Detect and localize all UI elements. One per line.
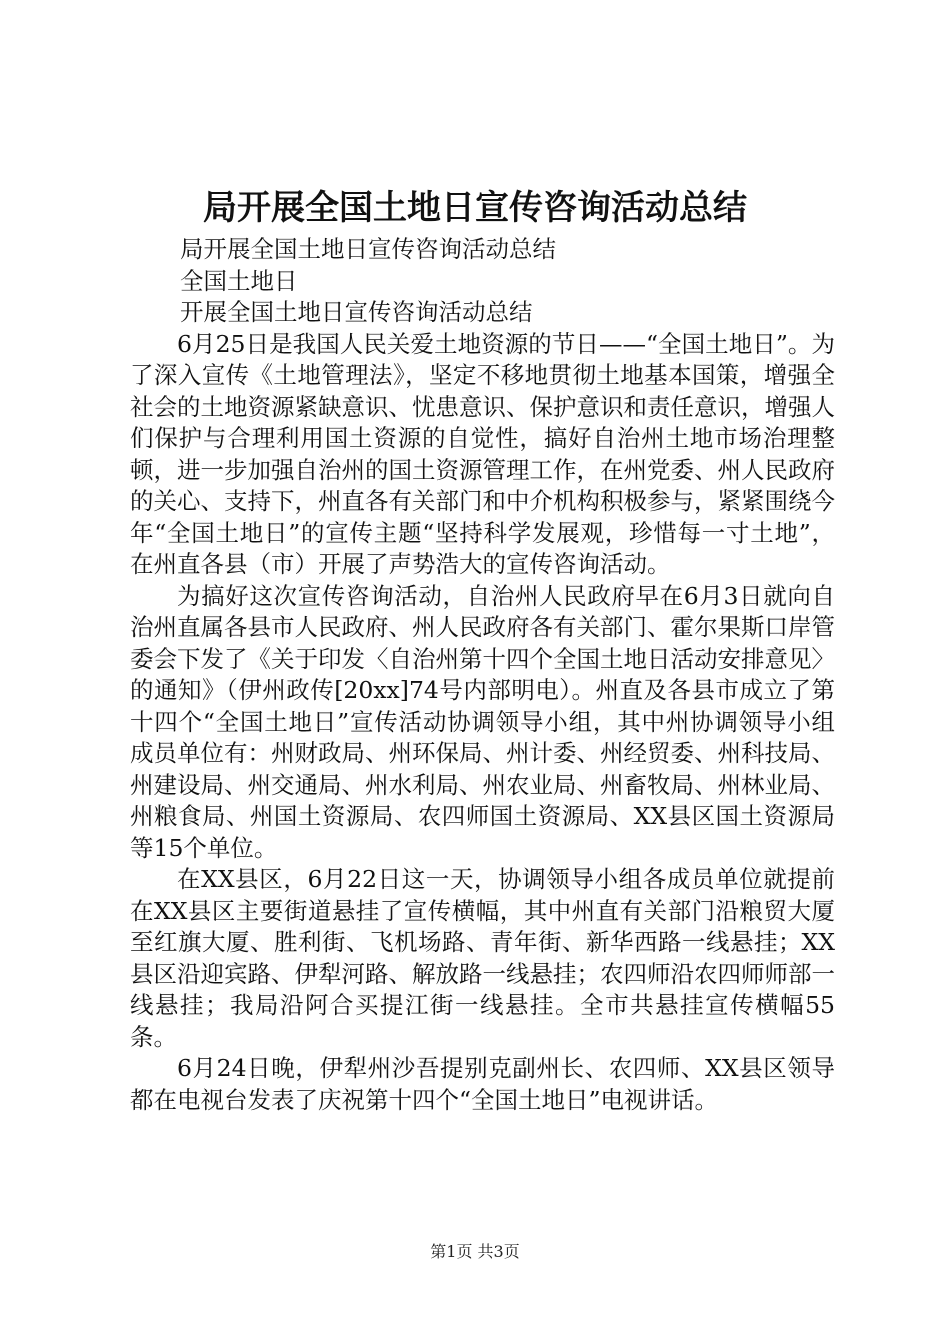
- body-paragraph: 6月25日是我国人民关爱土地资源的节日——“全国土地日”。为了深入宣传《土地管理法》，坚定不移地贯彻土地基本国策，增强全社会的土地资源紧缺意识、忧患意识、保护意识和责任意识，增强人们保护与合理利用国土资源的自觉性，搞好自治州土地市场治理整顿，进一步加强自治州的国土资源管理工作，在州党委、州人民政府的关心、支持下，州直各有关部门和中介机构积极参与，紧紧围绕今年“全国土地日”的宣传主题“坚持科学发展观，珍惜每一寸土地”，在州直各县（市）开展了声势浩大的宣传咨询活动。: [130, 329, 835, 578]
- body-paragraph: 在XX县区，6月22日这一天，协调领导小组各成员单位就提前在XX县区主要街道悬挂了宣传横幅，其中州直有关部门沿粮贸大厦至红旗大厦、胜利街、飞机场路、青年街、新华西路一线悬挂；XX县区沿迎宾路、伊犁河路、解放路一线悬挂；农四师沿农四师师部一线悬挂；我局沿阿合买提江街一线悬挂。全市共悬挂宣传横幅55条。: [130, 865, 835, 1051]
- subtitle-line: 全国土地日: [180, 266, 298, 295]
- subtitle-line: 局开展全国土地日宣传咨询活动总结: [180, 235, 556, 263]
- document-title: 局开展全国土地日宣传咨询活动总结: [203, 188, 747, 228]
- subtitle-line: 开展全国土地日宣传咨询活动总结: [180, 298, 533, 326]
- body-paragraph: 6月24日晚，伊犁州沙吾提别克副州长、农四师、XX县区领导都在电视台发表了庆祝第十四个“全国土地日”电视讲话。: [130, 1054, 835, 1114]
- body-paragraph: 为搞好这次宣传咨询活动，自治州人民政府早在6月3日就向自治州直属各县市人民政府、州人民政府各有关部门、霍尔果斯口岸管委会下发了《关于印发〈自治州第十四个全国土地日活动安排意见〉的通知》（伊州政传[20xx]74号内部明电）。州直及各县市成立了第十四个“全国土地日”宣传活动协调领导小组，其中州协调领导小组成员单位有：州财政局、州环保局、州计委、州经贸委、州科技局、州建设局、州交通局、州水利局、州农业局、州畜牧局、州林业局、州粮食局、州国土资源局、农四师国土资源局、XX县区国土资源局等15个单位。: [130, 581, 835, 862]
- document-body: [130, 234, 835, 1116]
- page-footer: 第1页 共3页: [430, 1242, 520, 1261]
